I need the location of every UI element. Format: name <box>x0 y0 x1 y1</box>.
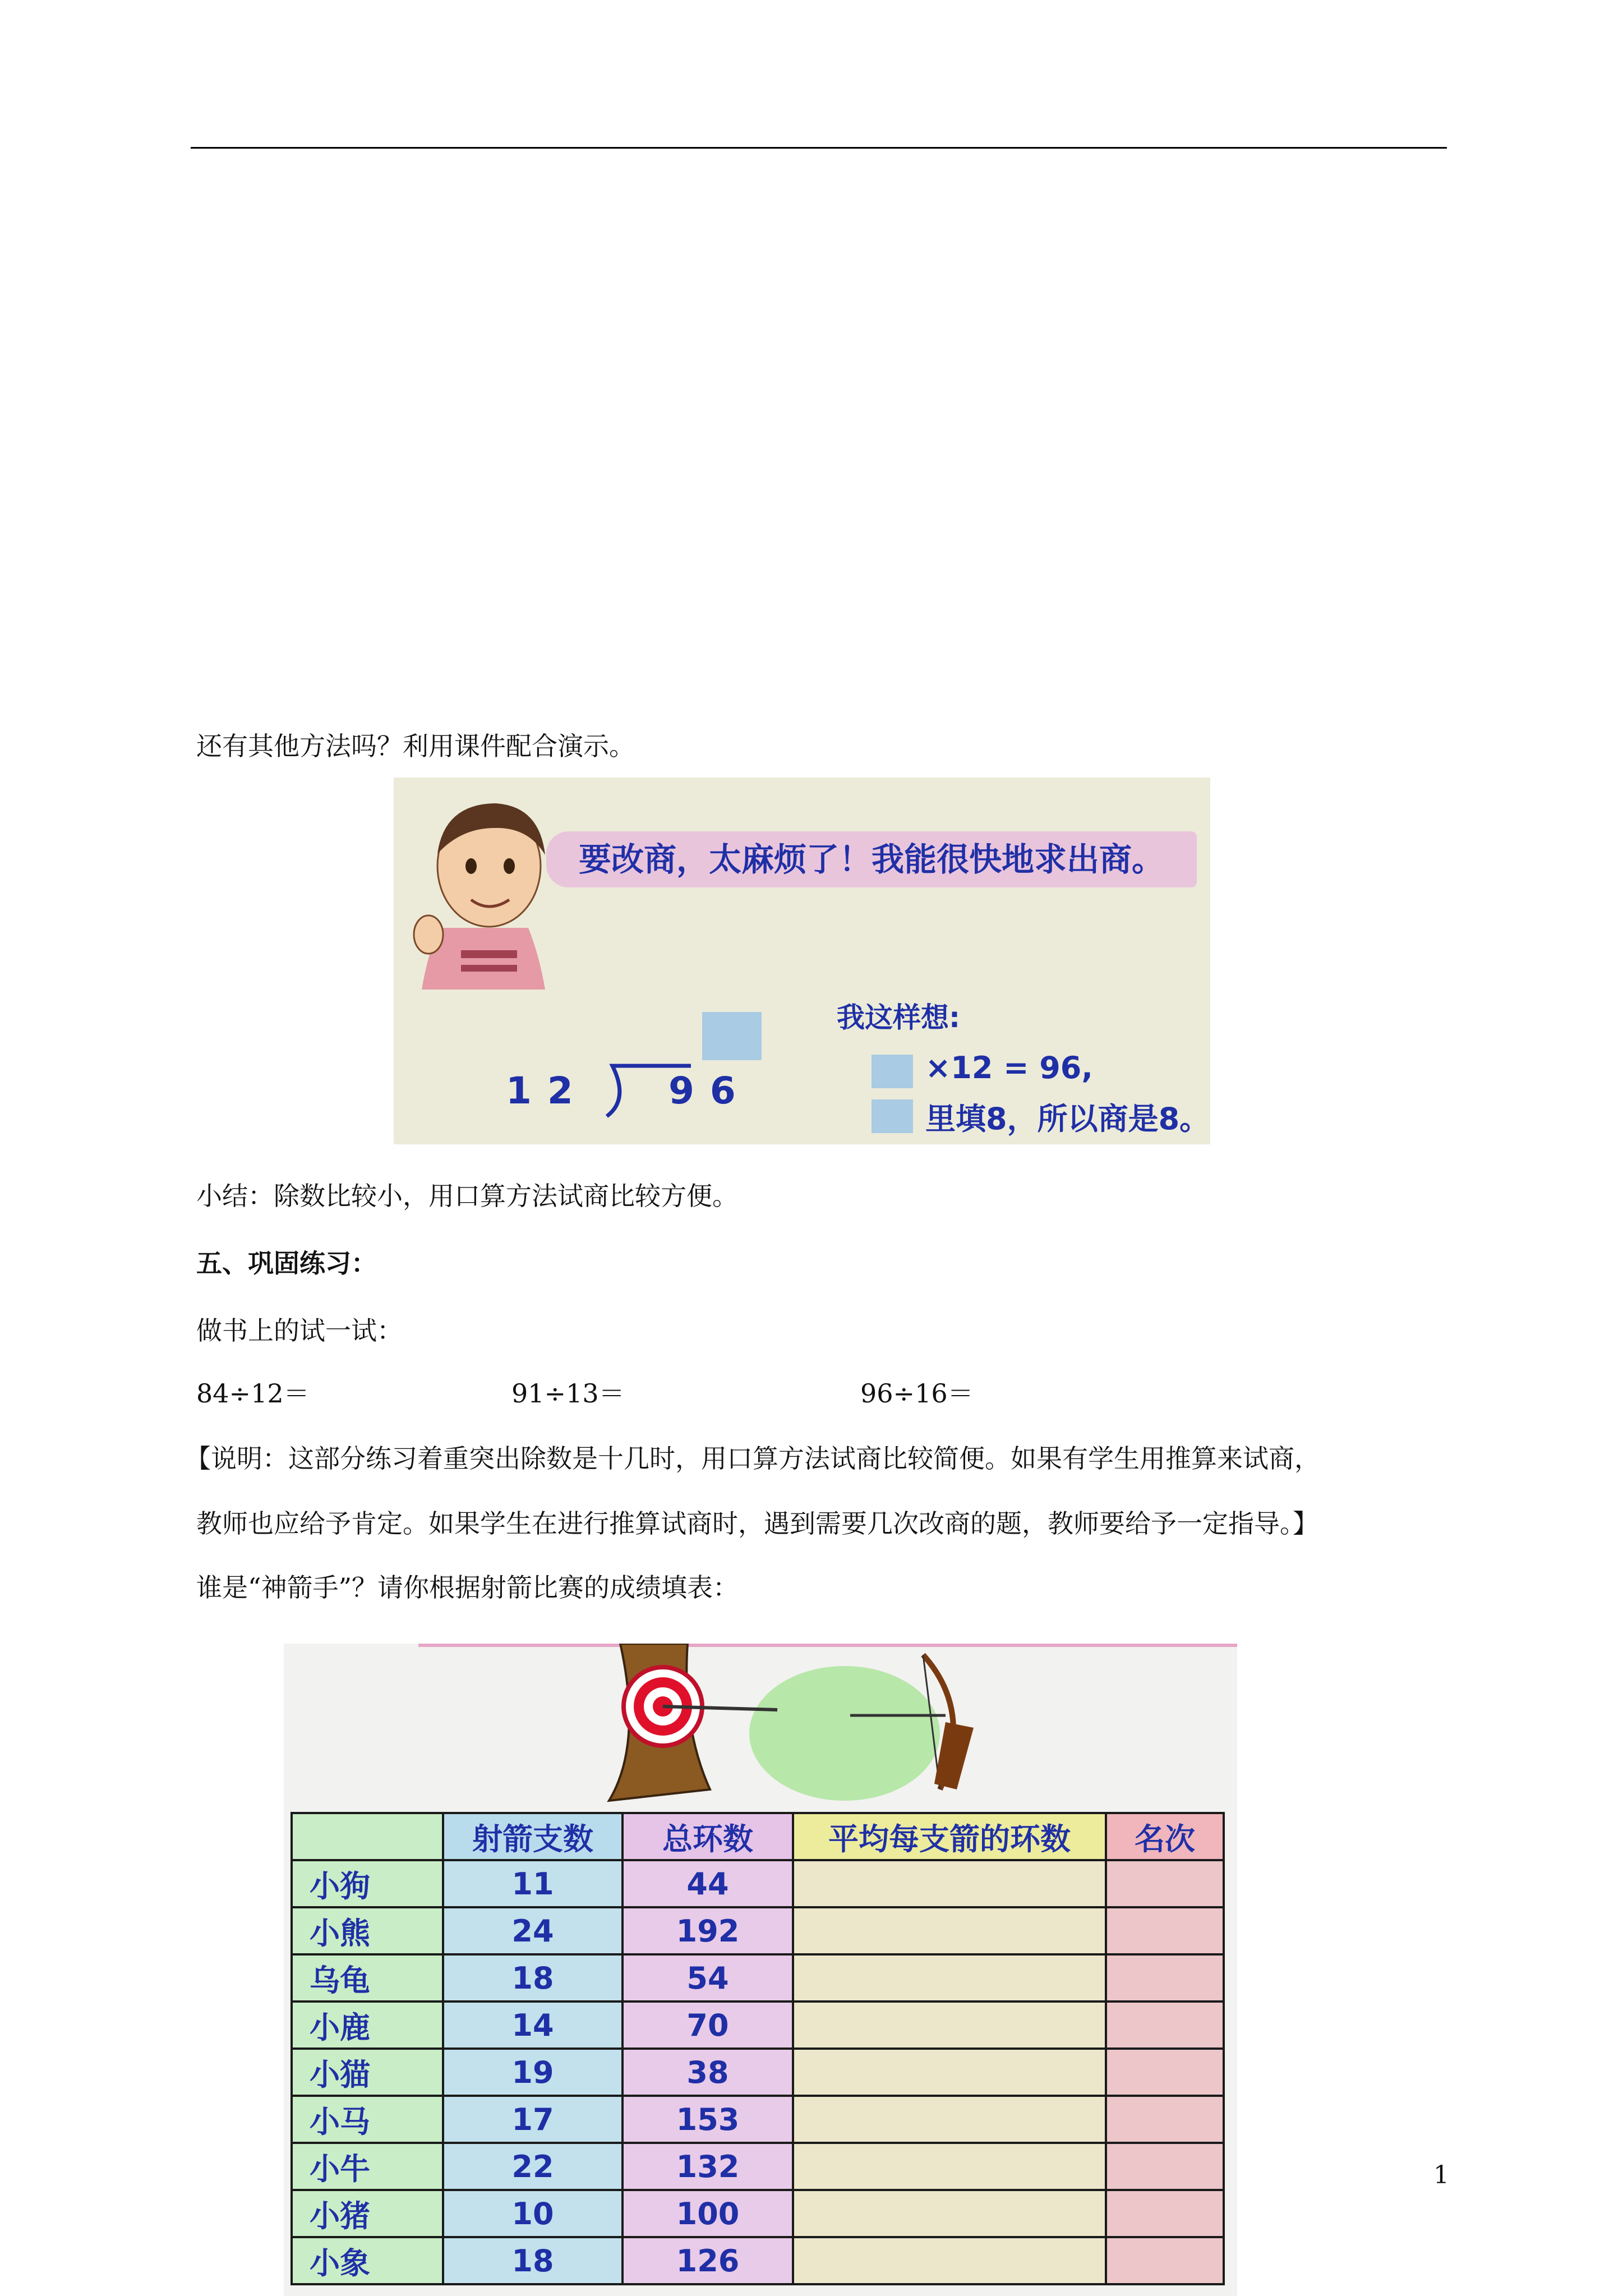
row-average-blank[interactable] <box>794 2191 1105 2236</box>
exercise-intro: 做书上的试一试： <box>196 1315 403 1346</box>
row-average-blank[interactable] <box>794 2003 1105 2047</box>
reasoning-line-1: ×12 = 96, <box>925 1050 1093 1085</box>
header-count: 射箭支数 <box>444 1814 621 1859</box>
reasoning-line-2: 里填8，所以商是8。 <box>925 1101 1210 1137</box>
header-rank: 名次 <box>1107 1814 1223 1859</box>
row-average-blank[interactable] <box>794 1861 1105 1906</box>
row-count: 22 <box>444 2144 621 2189</box>
equation-2: 91÷13＝ <box>511 1378 625 1409</box>
table-row <box>293 2050 1223 2095</box>
blank-box-1 <box>872 1055 913 1088</box>
row-count: 18 <box>444 2238 621 2283</box>
row-average-blank[interactable] <box>794 2144 1105 2189</box>
note-line-2: 教师也应给予肯定。如果学生在进行推算试商时，遇到需要几次改商的题，教师要给予一定指导。】 <box>196 1508 1318 1539</box>
header-average: 平均每支箭的环数 <box>794 1814 1105 1859</box>
row-name: 小熊 <box>293 1908 442 1953</box>
row-total: 192 <box>624 1908 792 1953</box>
row-total: 54 <box>624 1955 792 2000</box>
row-total: 44 <box>624 1861 792 1906</box>
row-average-blank[interactable] <box>794 2097 1105 2142</box>
row-rank-blank[interactable] <box>1107 2144 1223 2189</box>
row-rank-blank[interactable] <box>1107 1908 1223 1953</box>
row-name: 小猫 <box>293 2050 442 2095</box>
header-total: 总环数 <box>624 1814 792 1859</box>
row-rank-blank[interactable] <box>1107 2050 1223 2095</box>
archery-score-figure <box>284 1644 1237 2296</box>
row-count: 10 <box>444 2191 621 2236</box>
blank-box-2 <box>872 1099 913 1133</box>
question-text: 谁是“神箭手”？请你根据射箭比赛的成绩填表： <box>196 1572 739 1603</box>
row-name: 小象 <box>293 2238 442 2283</box>
row-average-blank[interactable] <box>794 2238 1105 2283</box>
table-row <box>293 1908 1223 1953</box>
row-rank-blank[interactable] <box>1107 1861 1223 1906</box>
score-table <box>291 1812 1225 2285</box>
page-number: 1 <box>1433 2161 1449 2189</box>
divisor: 12 <box>506 1069 589 1112</box>
row-total: 100 <box>624 2191 792 2236</box>
header-rule <box>191 147 1447 149</box>
quotient-box <box>702 1012 762 1060</box>
summary-text: 小结：除数比较小，用口算方法试商比较方便。 <box>196 1181 738 1211</box>
row-name: 小鹿 <box>293 2003 442 2047</box>
table-row <box>293 2097 1223 2142</box>
row-rank-blank[interactable] <box>1107 2003 1223 2047</box>
row-total: 153 <box>624 2097 792 2142</box>
speech-text: 要改商，太麻烦了！我能很快地求出商。 <box>578 840 1164 878</box>
row-count: 19 <box>444 2050 621 2095</box>
row-count: 18 <box>444 1955 621 2000</box>
intro-text: 还有其他方法吗？利用课件配合演示。 <box>196 731 635 761</box>
think-label: 我这样想: <box>837 1001 960 1034</box>
row-total: 126 <box>624 2238 792 2283</box>
note-line-1: 【说明：这部分练习着重突出除数是十几时，用口算方法试商比较简便。如果有学生用推算来试商， <box>185 1443 1320 1474</box>
row-name: 乌龟 <box>293 1955 442 2000</box>
table-row <box>293 2238 1223 2283</box>
boy-illustration <box>405 788 573 990</box>
row-rank-blank[interactable] <box>1107 1955 1223 2000</box>
row-rank-blank[interactable] <box>1107 2238 1223 2283</box>
table-row <box>293 1955 1223 2000</box>
row-average-blank[interactable] <box>794 1908 1105 1953</box>
table-header-row <box>293 1814 1223 1859</box>
table-row <box>293 1861 1223 1906</box>
row-name: 小牛 <box>293 2144 442 2189</box>
dividend: 96 <box>668 1069 751 1112</box>
equation-3: 96÷16＝ <box>860 1378 974 1409</box>
row-total: 132 <box>624 2144 792 2189</box>
row-count: 14 <box>444 2003 621 2047</box>
row-count: 17 <box>444 2097 621 2142</box>
row-rank-blank[interactable] <box>1107 2191 1223 2236</box>
row-count: 24 <box>444 1908 621 1953</box>
archery-scene <box>284 1644 1237 1812</box>
row-total: 38 <box>624 2050 792 2095</box>
row-count: 11 <box>444 1861 621 1906</box>
speech-bubble <box>546 831 1197 887</box>
equation-1: 84÷12＝ <box>196 1378 310 1409</box>
table-row <box>293 2003 1223 2047</box>
division-illustration <box>394 777 1210 1144</box>
section-title: 五、巩固练习： <box>196 1248 377 1278</box>
row-average-blank[interactable] <box>794 2050 1105 2095</box>
row-name: 小猪 <box>293 2191 442 2236</box>
table-row <box>293 2144 1223 2189</box>
row-name: 小马 <box>293 2097 442 2142</box>
table-row <box>293 2191 1223 2236</box>
row-average-blank[interactable] <box>794 1955 1105 2000</box>
header-blank <box>293 1814 442 1859</box>
row-total: 70 <box>624 2003 792 2047</box>
row-rank-blank[interactable] <box>1107 2097 1223 2142</box>
row-name: 小狗 <box>293 1861 442 1906</box>
